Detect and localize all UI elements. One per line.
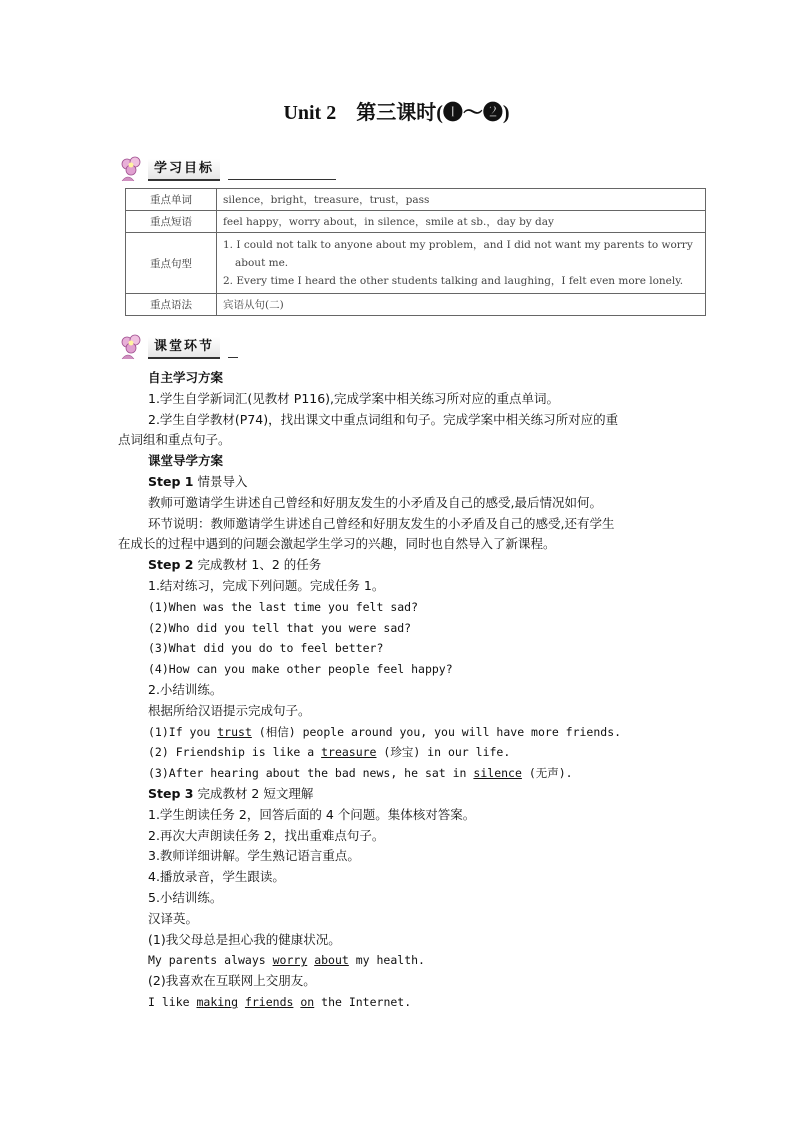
fill-answer: silence	[473, 766, 522, 781]
row-content: feel happy，worry about，in silence，smile at sb.，day by day	[217, 211, 706, 233]
sentence-line: 2. Every time I heard the other students talking and laughing，I felt even more lonely.	[223, 275, 684, 287]
fill-text: (3)After hearing about the bad news, he sat in	[148, 766, 474, 781]
trans-text: my health.	[348, 953, 425, 968]
row-head: 重点句型	[126, 233, 217, 294]
goals-table	[125, 188, 706, 316]
section-banner-class	[118, 333, 708, 361]
text-line: (1)我父母总是担心我的健康状况。	[148, 931, 341, 947]
trans-answer: worry	[272, 953, 308, 968]
sentence-line: about me.	[235, 257, 289, 269]
table-row	[126, 294, 706, 316]
table-row	[126, 233, 706, 294]
row-head: 重点单词	[126, 189, 217, 211]
fill-line	[118, 742, 688, 763]
sentence-line: 1. I could not talk to anyone about my problem，and I did not want my parents to worry	[223, 239, 693, 251]
trans-answer: about	[314, 953, 349, 968]
trans-answer: on	[300, 994, 315, 1009]
step-heading	[118, 784, 688, 805]
fill-text: (1)If you	[148, 724, 218, 739]
text-line: 2.再次大声朗读任务 2，找出重难点句子。	[148, 827, 385, 843]
text-line: 3.教师详细讲解。学生熟记语言重点。	[148, 848, 360, 864]
text-line: 汉译英。	[148, 910, 199, 926]
row-head: 重点短语	[126, 211, 217, 233]
text-line: 4.播放录音，学生跟读。	[148, 869, 285, 885]
step-title: 完成教材 1、2 的任务	[197, 557, 322, 573]
trans-answer: friends	[244, 994, 294, 1009]
fill-text: (珍宝) in our life.	[376, 745, 511, 760]
text-line: 1.学生自学新词汇(见教材 P116),完成学案中相关练习所对应的重点单词。	[148, 390, 560, 406]
fill-text: (无声).	[521, 766, 573, 781]
question-line: (4)How can you make other people feel happy?	[148, 662, 453, 677]
trans-answer: making	[196, 994, 239, 1009]
flower-icon	[118, 155, 148, 183]
step-label: Step 2	[148, 557, 194, 573]
step-label: Step 1	[148, 473, 194, 489]
section-heading: 课堂导学方案	[148, 453, 224, 469]
row-head: 重点语法	[126, 294, 217, 316]
banner-rule	[228, 357, 238, 358]
banner-label: 学习目标	[148, 159, 220, 181]
banner-label: 课堂环节	[148, 337, 220, 359]
banner-rule	[228, 179, 336, 180]
step-title: 完成教材 2 短文理解	[197, 785, 314, 801]
table-row	[126, 189, 706, 211]
row-content: silence，bright，treasure，trust，pass	[217, 189, 706, 211]
step-label: Step 3	[148, 785, 194, 801]
translation-line	[118, 992, 688, 1013]
text-line: 1.结对练习，完成下列问题。完成任务 1。	[148, 577, 385, 593]
fill-line	[118, 722, 688, 743]
text-line: 环节说明：教师邀请学生讲述自己曾经和好朋友发生的小矛盾及自己的感受,还有学生	[148, 515, 615, 531]
fill-answer: treasure	[321, 745, 377, 760]
question-line: (1)When was the last time you felt sad?	[148, 599, 419, 614]
fill-answer: trust	[217, 724, 252, 739]
text-line: (2)我喜欢在互联网上交朋友。	[148, 973, 316, 989]
text-line: 点词组和重点句子。	[118, 432, 231, 448]
step-heading	[118, 472, 688, 493]
section-heading: 自主学习方案	[148, 370, 224, 385]
translation-line	[118, 950, 688, 971]
row-content: 宾语从句(二)	[217, 294, 706, 316]
page-title: Unit 2 第三课时(❶～❷)	[283, 102, 510, 124]
trans-text: the Internet.	[314, 994, 412, 1009]
flower-icon	[118, 333, 148, 361]
trans-text: My parents always	[148, 953, 273, 968]
fill-text: (2) Friendship is like a	[148, 745, 322, 760]
question-line: (3)What did you do to feel better?	[148, 641, 384, 656]
text-line: 2.小结训练。	[148, 681, 223, 697]
fill-text: (相信) people around you, you will have more friends.	[251, 724, 622, 739]
section-banner-goals	[118, 155, 708, 183]
step-title: 情景导入	[197, 473, 248, 489]
question-line: (2)Who did you tell that you were sad?	[148, 620, 412, 635]
lesson-body	[118, 368, 688, 1013]
text-line: 2.学生自学教材(P74)，找出课文中重点词组和句子。完成学案中相关练习所对应的重	[148, 411, 619, 427]
text-line: 1.学生朗读任务 2，回答后面的 4 个问题。集体核对答案。	[148, 806, 476, 822]
fill-line	[118, 763, 688, 784]
step-heading	[118, 555, 688, 576]
text-line: 根据所给汉语提示完成句子。	[148, 702, 311, 718]
table-row	[126, 211, 706, 233]
text-line: 教师可邀请学生讲述自己曾经和好朋友发生的小矛盾及自己的感受,最后情况如何。	[148, 494, 602, 510]
row-content	[217, 233, 706, 294]
text-line: 在成长的过程中遇到的问题会激起学生学习的兴趣，同时也自然导入了新课程。	[118, 536, 556, 552]
text-line: 5.小结训练。	[148, 889, 223, 905]
trans-text: I like	[148, 994, 197, 1009]
